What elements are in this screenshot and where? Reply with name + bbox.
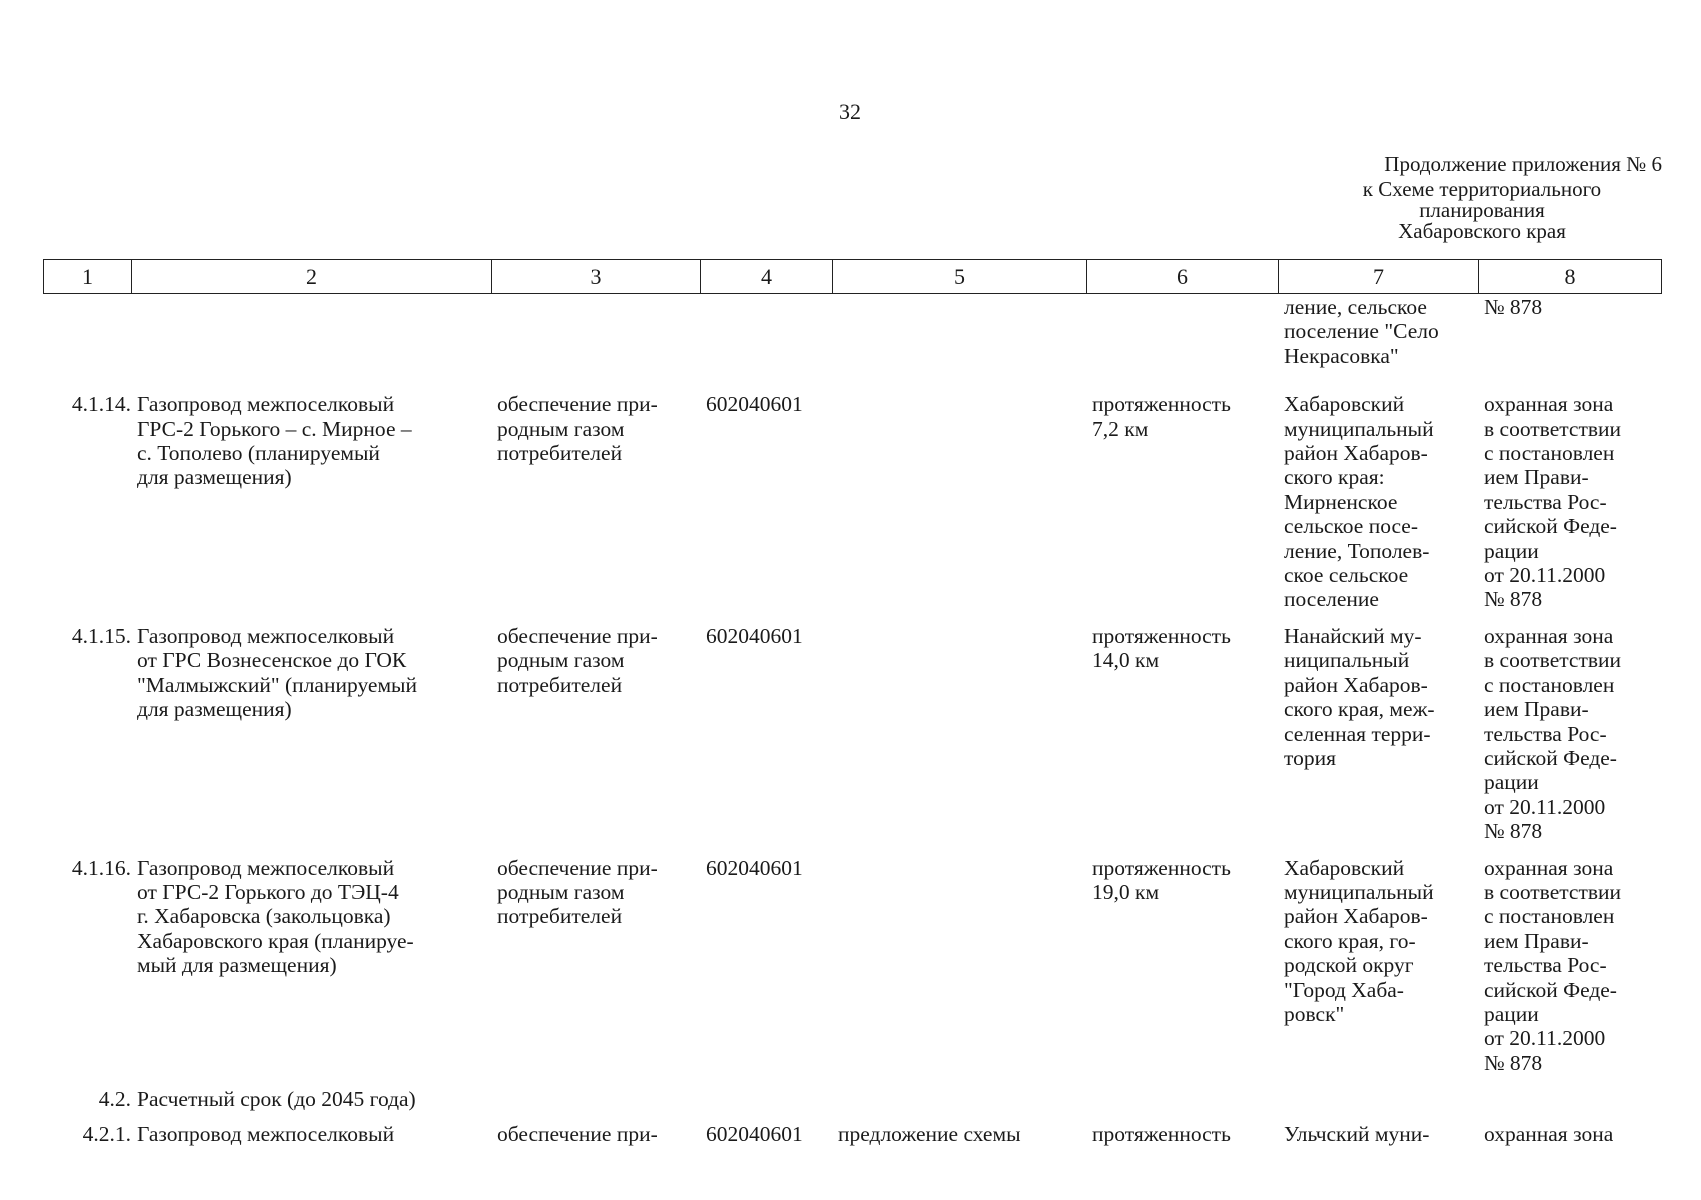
- object-zone-line: в соответствии: [1484, 648, 1622, 673]
- object-zone-line: № 878: [1484, 295, 1543, 319]
- object-location-line: сельское посе-: [1284, 514, 1419, 539]
- object-code: 602040601: [706, 855, 803, 880]
- object-zone-line: тельства Рос-: [1484, 953, 1607, 978]
- object-location-line: муниципальный: [1284, 879, 1434, 904]
- object-length-line: 7,2 км: [1092, 416, 1149, 441]
- object-zone-line: рации: [1484, 770, 1539, 795]
- object-zone-line: от 20.11.2000: [1484, 1026, 1606, 1051]
- object-location: [1278, 612, 1478, 844]
- object-length: [1086, 844, 1278, 1076]
- object-location-line: район Хабаров-: [1284, 904, 1428, 929]
- object-length: [1086, 612, 1278, 844]
- object-purpose-line: родным газом: [497, 879, 625, 904]
- object-zone: [1478, 295, 1661, 368]
- object-zone-line: ием Прави-: [1484, 697, 1589, 722]
- object-location: [1278, 1112, 1478, 1146]
- object-name: [131, 295, 491, 368]
- table-row: [43, 1112, 1661, 1146]
- object-purpose-line: потребителей: [497, 904, 623, 929]
- object-purpose-line: обеспечение при-: [497, 623, 658, 648]
- object-location-line: ское сельское: [1284, 563, 1409, 588]
- object-zone-line: № 878: [1484, 587, 1543, 612]
- object-zone-line: с постановлен: [1484, 672, 1615, 697]
- appendix-note-line: к Схеме территориального: [1362, 177, 1602, 201]
- object-location-line: тория: [1284, 745, 1337, 770]
- object-code: [700, 295, 832, 368]
- object-location-line: "Город Хаба-: [1284, 977, 1404, 1002]
- object-zone-line: в соответствии: [1484, 879, 1622, 904]
- object-name-line: для размещения): [137, 697, 292, 722]
- object-location-line: Мирненское: [1284, 489, 1398, 514]
- object-length-line: 14,0 км: [1092, 648, 1160, 673]
- object-basis: [832, 368, 1086, 612]
- object-zone-line: в соответствии: [1484, 416, 1622, 441]
- object-zone-line: рации: [1484, 538, 1539, 563]
- object-zone-line: № 878: [1484, 1050, 1543, 1075]
- object-purpose-line: обеспечение при-: [497, 1121, 658, 1146]
- column-header-2: 2: [132, 260, 492, 294]
- object-zone: [1478, 612, 1661, 844]
- object-name: [131, 1112, 491, 1146]
- object-length: [1086, 1112, 1278, 1146]
- object-location-line: ление, Тополев-: [1284, 538, 1430, 563]
- object-zone-line: охранная зона: [1484, 392, 1614, 417]
- object-zone-line: от 20.11.2000: [1484, 794, 1606, 819]
- object-basis: [832, 844, 1086, 1076]
- object-purpose: [491, 295, 700, 368]
- object-location-line: ского края, го-: [1284, 928, 1416, 953]
- object-purpose-line: родным газом: [497, 416, 625, 441]
- object-name-line: мый для размещения): [137, 953, 337, 978]
- object-location-line: район Хабаров-: [1284, 441, 1428, 466]
- object-code: 602040601: [706, 392, 803, 417]
- column-header-1: 1: [44, 260, 132, 294]
- column-header-8: 8: [1479, 260, 1662, 294]
- object-basis: [832, 612, 1086, 844]
- object-zone-line: от 20.11.2000: [1484, 563, 1606, 588]
- object-zone-line: с постановлен: [1484, 441, 1615, 466]
- object-purpose-line: обеспечение при-: [497, 855, 658, 880]
- object-zone-line: с постановлен: [1484, 904, 1615, 929]
- header-row: [44, 260, 1662, 294]
- object-purpose: [491, 1075, 700, 1111]
- object-name-line: ГРС-2 Горького – с. Мирное –: [137, 416, 412, 441]
- object-length-line: протяженность: [1092, 855, 1231, 880]
- object-code: [700, 1075, 832, 1111]
- appendix-note-line: Хабаровского края: [1398, 219, 1566, 243]
- object-location-line: ского края, меж-: [1284, 697, 1435, 722]
- object-name-line: с. Тополево (планируемый: [137, 441, 380, 466]
- object-purpose: [491, 612, 700, 844]
- pipeline-table: [43, 295, 1661, 1146]
- object-zone-line: охранная зона: [1484, 623, 1614, 648]
- table-row: [43, 368, 1661, 612]
- object-location-line: Ульчский муни-: [1284, 1121, 1430, 1146]
- object-location-line: селенная терри-: [1284, 721, 1431, 746]
- column-header-4: 4: [701, 260, 833, 294]
- object-location-line: муниципальный: [1284, 416, 1434, 441]
- object-basis: [832, 295, 1086, 368]
- object-purpose: [491, 368, 700, 612]
- object-purpose: [491, 844, 700, 1076]
- object-zone-line: охранная зона: [1484, 1121, 1614, 1146]
- object-location-line: ление, сельское: [1284, 295, 1427, 319]
- object-location: [1278, 368, 1478, 612]
- row-number: 4.2.1.: [82, 1121, 131, 1146]
- object-name-line: Газопровод межпоселковый: [137, 623, 395, 648]
- object-location-line: поселение: [1284, 587, 1379, 612]
- object-zone-line: тельства Рос-: [1484, 721, 1607, 746]
- object-zone: [1478, 1112, 1661, 1146]
- row-number: 4.1.16.: [71, 855, 131, 880]
- object-length: [1086, 1075, 1278, 1111]
- object-name: [131, 368, 491, 612]
- object-zone: [1478, 1075, 1661, 1111]
- table-row: [43, 1075, 1661, 1111]
- table-row: [43, 612, 1661, 844]
- object-location-line: ровск": [1284, 1001, 1345, 1026]
- object-name-line: Газопровод межпоселковый: [137, 392, 395, 417]
- row-number: 4.1.14.: [71, 392, 131, 417]
- object-purpose-line: родным газом: [497, 648, 625, 673]
- column-header-7: 7: [1279, 260, 1479, 294]
- object-zone-line: тельства Рос-: [1484, 489, 1607, 514]
- column-header-6: 6: [1087, 260, 1279, 294]
- object-zone-line: № 878: [1484, 819, 1543, 844]
- object-name-line: Хабаровского края (планируе-: [137, 928, 414, 953]
- object-name-line: Газопровод межпоселковый: [137, 1121, 395, 1146]
- object-code: 602040601: [706, 1121, 803, 1146]
- table-row: [43, 295, 1661, 368]
- object-location-line: ского края:: [1284, 465, 1385, 490]
- object-length-line: протяженность: [1092, 623, 1231, 648]
- appendix-note-line: Продолжение приложения № 6: [1384, 152, 1662, 176]
- object-location-line: Нанайский му-: [1284, 623, 1422, 648]
- object-zone-line: сийской Феде-: [1484, 745, 1617, 770]
- object-name-line: от ГРС Вознесенское до ГОК: [137, 648, 407, 673]
- object-name-line: Газопровод межпоселковый: [137, 855, 395, 880]
- object-purpose-line: потребителей: [497, 441, 623, 466]
- table-row: [43, 844, 1661, 1076]
- object-name-line: для размещения): [137, 465, 292, 490]
- column-header-3: 3: [492, 260, 701, 294]
- appendix-note: [1302, 154, 1662, 242]
- page-number: 32: [839, 99, 861, 124]
- table-body: [43, 295, 1661, 1146]
- object-name: [131, 612, 491, 844]
- row-number: [43, 295, 131, 368]
- object-zone: [1478, 368, 1661, 612]
- appendix-note-line: планирования: [1419, 198, 1545, 222]
- object-purpose: [491, 1112, 700, 1146]
- object-location-line: район Хабаров-: [1284, 672, 1428, 697]
- object-location-line: ниципальный: [1284, 648, 1410, 673]
- object-name-line: от ГРС-2 Горького до ТЭЦ-4: [137, 879, 399, 904]
- object-location-line: Хабаровский: [1284, 855, 1405, 880]
- object-location: [1278, 844, 1478, 1076]
- object-zone: [1478, 844, 1661, 1076]
- object-location-line: Некрасовка": [1284, 343, 1399, 368]
- object-zone-line: рации: [1484, 1001, 1539, 1026]
- column-number-header: [43, 259, 1662, 294]
- object-length: [1086, 295, 1278, 368]
- object-zone-line: ием Прави-: [1484, 928, 1589, 953]
- object-length-line: протяженность: [1092, 392, 1231, 417]
- object-location-line: поселение "Село: [1284, 319, 1439, 344]
- row-number: 4.2.: [98, 1087, 131, 1112]
- object-basis: [832, 1075, 1086, 1111]
- object-name-line: Расчетный срок (до 2045 года): [137, 1087, 416, 1112]
- object-code: 602040601: [706, 623, 803, 648]
- object-length: [1086, 368, 1278, 612]
- object-zone-line: охранная зона: [1484, 855, 1614, 880]
- object-location: [1278, 295, 1478, 368]
- row-number: 4.1.15.: [71, 623, 131, 648]
- object-location-line: Хабаровский: [1284, 392, 1405, 417]
- object-purpose-line: потребителей: [497, 672, 623, 697]
- object-length-line: протяженность: [1092, 1121, 1231, 1146]
- object-length-line: 19,0 км: [1092, 879, 1160, 904]
- object-zone-line: сийской Феде-: [1484, 977, 1617, 1002]
- object-zone-line: ием Прави-: [1484, 465, 1589, 490]
- object-name: [131, 1075, 491, 1111]
- object-location-line: родской округ: [1284, 953, 1414, 978]
- object-name: [131, 844, 491, 1076]
- column-header-5: 5: [833, 260, 1087, 294]
- object-name-line: "Малмыжский" (планируемый: [137, 672, 418, 697]
- object-name-line: г. Хабаровска (закольцовка): [137, 904, 391, 929]
- object-purpose-line: обеспечение при-: [497, 392, 658, 417]
- object-basis: предложение схемы: [838, 1121, 1021, 1146]
- object-location: [1278, 1075, 1478, 1111]
- object-zone-line: сийской Феде-: [1484, 514, 1617, 539]
